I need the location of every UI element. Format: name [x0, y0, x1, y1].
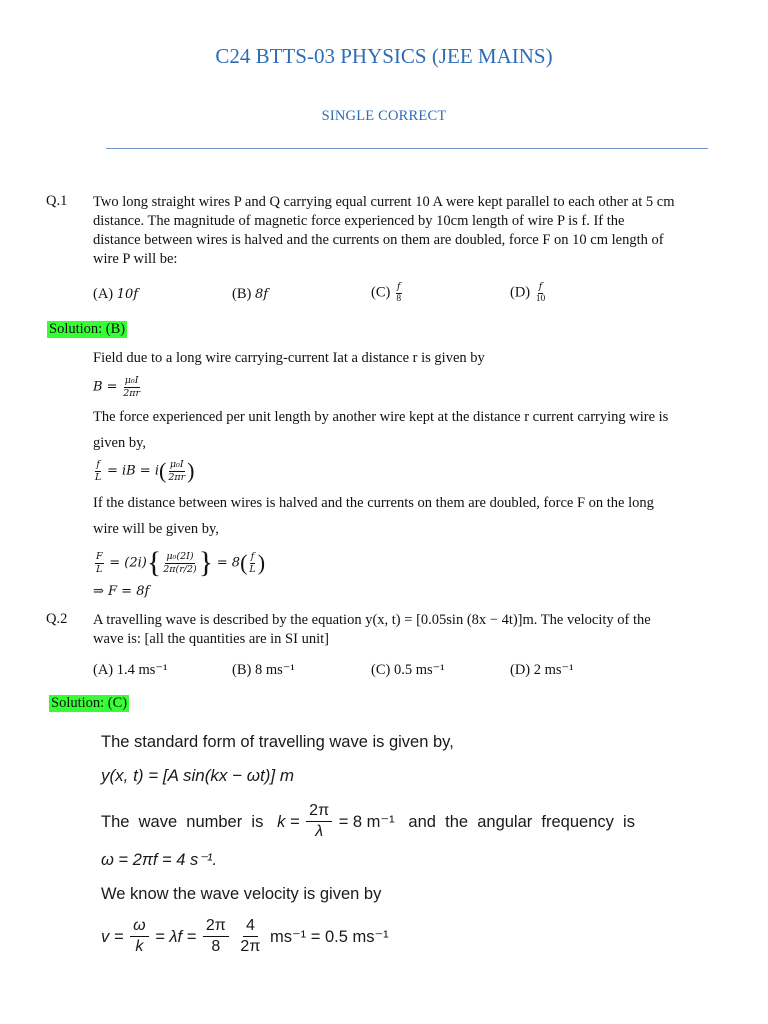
question-1-number: Q.1	[46, 193, 68, 209]
solution-1-label: Solution: (B)	[49, 321, 126, 337]
solution-2-velocity-equation: v = $\frac{\omega}{k}$ = λf = $\frac{2\pi}{8}$ $\frac{4}{2\pi}$ ms⁻¹ = 0.5 ms⁻¹	[101, 917, 389, 955]
solution-2-equation-1: y(x, t) = [A sin(kx − ωt)] m	[101, 766, 295, 785]
solution-2-wave-number-line: The wave number is k = $\frac{2\pi}{\lambda}$ = 8 m⁻¹ and the angular frequency is	[101, 802, 635, 840]
solution-1-text-5: wire will be given by,	[93, 521, 219, 537]
solution-1-text-3: given by,	[93, 435, 147, 451]
q2-option-b: (B) 8 ms⁻¹	[232, 662, 295, 678]
question-1-line-3: distance between wires is halved and the currents on them are doubled, force F on 10 cm length of	[93, 232, 664, 248]
question-2-line-2: wave is: [all the quantities are in SI unit]	[93, 631, 329, 647]
solution-2-label: Solution: (C)	[51, 695, 128, 711]
q2-option-d: (D) 2 ms⁻¹	[510, 662, 574, 678]
solution-1-text-4: If the distance between wires is halved and the currents on them are doubled, force F on the long	[93, 495, 654, 511]
solution-2-angular-frequency: ω = 2πf = 4 s⁻¹.	[101, 851, 218, 869]
question-1-line-1: Two long straight wires P and Q carrying equal current 10 A were kept parallel to each other at 5 cm	[93, 194, 675, 210]
question-2-number: Q.2	[46, 611, 68, 627]
question-2-text	[93, 611, 718, 649]
question-1-line-2: distance. The magnitude of magnetic force experienced by 10cm length of wire P is f. If the	[93, 213, 625, 229]
solution-1-equation-3: $\frac{F}{L}$ = (2i){ $\frac{\text{μ₀(2I)}}{2\pi(r/2)}$ } = 8( $\frac{f}{L}$ )	[96, 546, 266, 579]
q1-option-d: (D) $\frac{f}{10}$	[510, 281, 546, 304]
q2-option-c: (C) 0.5 ms⁻¹	[371, 662, 445, 678]
solution-2-text-3: We know the wave velocity is given by	[101, 885, 382, 903]
question-1-line-4: wire P will be:	[93, 251, 178, 267]
q1-option-b: (B) 8f	[232, 286, 269, 302]
document-title: C24 BTTS-03 PHYSICS (JEE MAINS)	[215, 44, 553, 68]
solution-1-result: ⇒ F = 8f	[93, 584, 150, 599]
q1-option-c-fraction: $\frac{f}{8}$	[396, 281, 402, 304]
solution-1-equation-2: $\frac{f}{L}$ = iB = i( $\frac{\text{μ₀I}}{2\pi r}$ )	[95, 458, 195, 483]
q2-option-a: (A) 1.4 ms⁻¹	[93, 662, 168, 678]
solution-1-text-2: The force experienced per unit length by another wire kept at the distance r current carrying wire is	[93, 409, 669, 425]
solution-1-text-1: Field due to a long wire carrying-current Iat a distance r is given by	[93, 350, 485, 366]
q1-option-d-fraction: $\frac{f}{10}$	[535, 281, 546, 304]
section-heading: SINGLE CORRECT	[321, 108, 447, 124]
solution-1-equation-1: B = $\frac{\text{μ₀I}}{2\pi r}$	[93, 375, 141, 399]
q1-option-a: (A) 10f	[93, 286, 139, 302]
solution-2-text-1: The standard form of travelling wave is given by,	[101, 733, 454, 751]
header-divider	[106, 148, 708, 149]
q1-option-c: (C) $\frac{f}{8}$	[371, 281, 402, 304]
question-1-text	[93, 193, 718, 269]
question-2-line-1: A travelling wave is described by the equation y(x, t) = [0.05sin (8x − 4t)]m. The velocity of the	[93, 612, 651, 628]
